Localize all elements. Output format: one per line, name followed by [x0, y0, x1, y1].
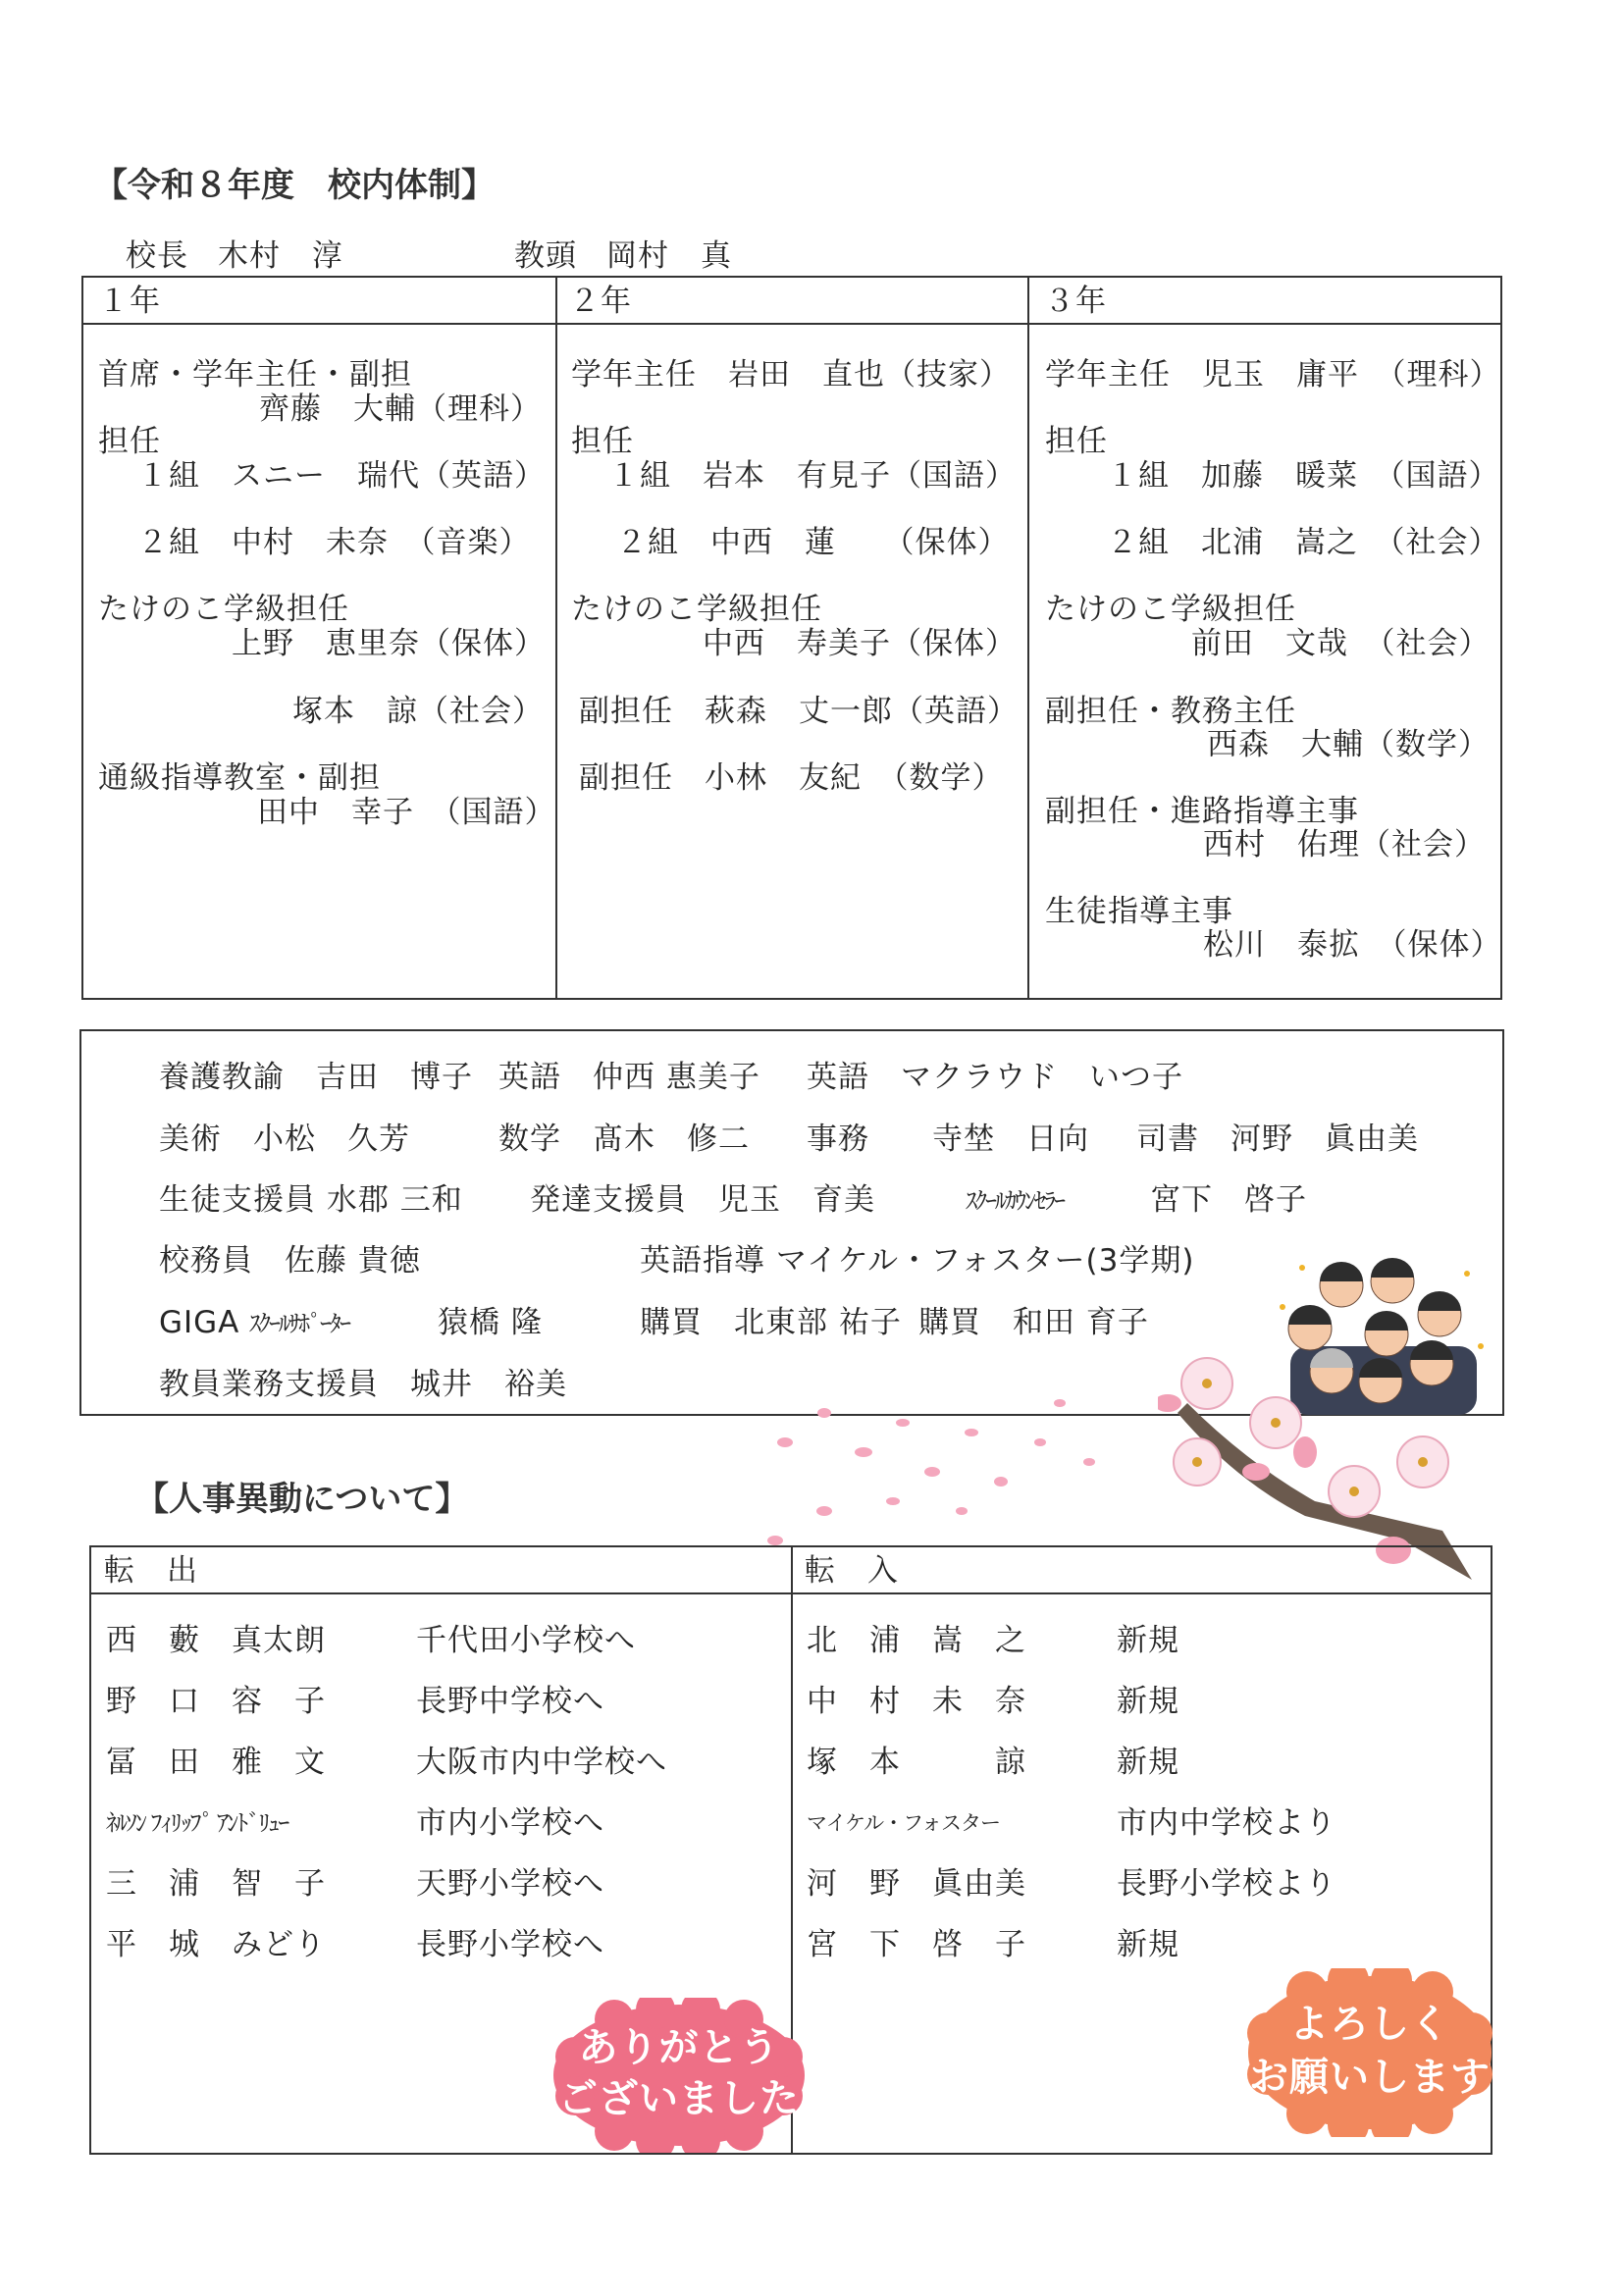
transfers-out-header: 転 出	[104, 1553, 198, 1589]
staff-entry: 教員業務支援員 城井 裕美	[159, 1367, 567, 1402]
grade-header-2: ２年	[569, 284, 632, 319]
grade3-line: 副担任・教務主任	[1045, 694, 1296, 729]
grade3-line: 副担任・進路指導主事	[1045, 794, 1359, 829]
grade1-line: 担任	[98, 424, 161, 459]
grade3-line: 前田 文哉 （社会）	[1191, 626, 1491, 661]
grade1-line: 通級指導教室・副担	[98, 760, 381, 796]
grade3-line: 学年主任 児玉 庸平 （理科）	[1045, 357, 1501, 392]
transfer-out-name: 冨 田 雅 文	[106, 1745, 326, 1780]
grade3-line: 松川 泰拡 （保体）	[1203, 927, 1502, 963]
grade1-line: 上野 恵里奈（保体）	[232, 626, 546, 661]
cherry-blossom-branch-illustration	[1158, 1344, 1482, 1580]
staff-entry: 事務 寺埜 日向	[807, 1122, 1089, 1157]
staff-entry: 養護教諭 吉田 博子	[159, 1060, 473, 1095]
transfer-out-name: 平 城 みどり	[106, 1927, 326, 1962]
vice-principal-role: 教頭	[514, 238, 577, 274]
staff-entry: 英語 仲西 惠美子	[498, 1060, 760, 1095]
vice-principal-name: 岡村 真	[606, 238, 732, 274]
staff-entry: GIGA	[159, 1305, 240, 1340]
grade1-line: 首席・学年主任・副担	[98, 357, 412, 392]
grade-header-1: １年	[98, 284, 161, 319]
grade2-line: 学年主任 岩田 直也（技家）	[571, 357, 1011, 392]
falling-petals-decoration	[765, 1383, 1158, 1560]
transfer-out-destination: 天野小学校へ	[416, 1866, 604, 1902]
staff-entry: ｽｸｰﾙｻﾎﾟｰﾀｰ	[249, 1310, 349, 1337]
staff-entry: 数学 髙木 修二	[498, 1122, 750, 1157]
grade-header-3: ３年	[1044, 284, 1107, 319]
staff-entry: 英語 マクラウド いつ子	[807, 1060, 1183, 1095]
grade3-line: 生徒指導主事	[1045, 894, 1233, 929]
transfer-in-origin: 新規	[1117, 1927, 1179, 1962]
transfer-in-name: 塚 本 諒	[807, 1745, 1026, 1780]
transfer-in-name: 宮 下 啓 子	[807, 1927, 1026, 1962]
staff-entry: 校務員 佐藤 貴徳	[159, 1243, 421, 1278]
principal-role: 校長	[126, 238, 188, 274]
grade-table-divider-1	[555, 276, 557, 1000]
staff-entry: 猿橋 隆	[438, 1305, 543, 1340]
transfer-out-destination: 市内小学校へ	[416, 1805, 604, 1841]
grade2-line: たけのこ学級担任	[571, 592, 822, 627]
welcome-badge-line2: お願いします	[1249, 2055, 1491, 2100]
welcome-badge-line1: よろしく	[1289, 2002, 1450, 2047]
grade3-line: １組 加藤 暖菜 （国語）	[1107, 458, 1500, 494]
transfer-out-destination: 大阪市内中学校へ	[416, 1745, 667, 1780]
transfer-out-name: 野 口 容 子	[106, 1684, 326, 1719]
grade3-line: 西森 大輔（数学）	[1207, 727, 1490, 762]
grade2-line: 副担任 萩森 丈一郎（英語）	[579, 694, 1019, 729]
grade2-line: 中西 寿美子（保体）	[703, 626, 1017, 661]
transfer-out-name: 西 藪 真太朗	[106, 1623, 326, 1658]
transfer-out-name: 三 浦 智 子	[106, 1866, 326, 1902]
grade1-line: ２組 中村 未奈 （音楽）	[137, 525, 531, 560]
transfers-title: 【人事異動について】	[135, 1480, 469, 1519]
transfer-out-destination: 千代田小学校へ	[416, 1623, 636, 1658]
transfer-in-origin: 市内中学校より	[1117, 1805, 1336, 1841]
staff-entry: 英語指導 マイケル・フォスター(3学期)	[640, 1243, 1195, 1278]
grade2-line: １組 岩本 有見子（国語）	[608, 458, 1017, 494]
transfer-in-name: 河 野 眞由美	[807, 1866, 1026, 1902]
staff-entry: 生徒支援員 水郡 三和	[159, 1182, 463, 1218]
grade-table-header-divider	[81, 323, 1502, 325]
transfer-in-origin: 新規	[1117, 1684, 1179, 1719]
grade3-line: 西村 佑理（社会）	[1203, 827, 1486, 862]
thanks-badge	[546, 1998, 812, 2153]
transfer-in-name: 中 村 未 奈	[807, 1684, 1026, 1719]
grade2-line: 副担任 小林 友紀 （数学）	[579, 760, 1004, 796]
grade2-line: ２組 中西 蓮 （保体）	[616, 525, 1010, 560]
section-title: 【令和８年度 校内体制】	[94, 166, 495, 205]
transfer-out-destination: 長野小学校へ	[416, 1927, 604, 1962]
staff-entry: 司書 河野 眞由美	[1136, 1122, 1419, 1157]
transfer-in-origin: 長野小学校より	[1117, 1866, 1336, 1902]
thanks-badge-line2: ございました	[558, 2076, 800, 2121]
staff-entry: 発達支援員 児玉 育美	[530, 1182, 875, 1218]
transfers-in-header: 転 入	[805, 1553, 899, 1589]
staff-entry: 購買 北東部 祐子	[640, 1305, 902, 1340]
transfer-in-name: マイケル・フォスター	[807, 1811, 1001, 1835]
grade1-line: 田中 幸子 （国語）	[257, 795, 556, 830]
staff-entry: 宮下 啓子	[1150, 1182, 1307, 1218]
grade1-line: 塚本 諒（社会）	[292, 694, 544, 729]
thanks-badge-scalloped-shape	[546, 1998, 812, 2153]
staff-entry: 美術 小松 久芳	[159, 1122, 410, 1157]
transfer-in-origin: 新規	[1117, 1623, 1179, 1658]
staff-entry: 購買 和田 育子	[918, 1305, 1149, 1340]
principal-name: 木村 淳	[218, 238, 343, 274]
grade1-line: 齊藤 大輔（理科）	[259, 391, 542, 427]
grade3-line: ２組 北浦 嵩之 （社会）	[1107, 525, 1500, 560]
thanks-badge-line1: ありがとう	[578, 2025, 780, 2070]
transfer-in-origin: 新規	[1117, 1745, 1179, 1780]
welcome-badge	[1240, 1968, 1499, 2137]
transfer-out-name: ﾈﾙｿﾝ ﾌｨﾘｯﾌﾟ ｱﾝﾄﾞﾘｭｰ	[106, 1809, 288, 1837]
grade3-line: 担任	[1045, 424, 1108, 459]
grade1-line: １組 スニー 瑞代（英語）	[137, 458, 546, 494]
grade-table-divider-2	[1027, 276, 1029, 1000]
grade2-line: 担任	[571, 424, 634, 459]
transfer-out-destination: 長野中学校へ	[416, 1684, 604, 1719]
welcome-badge-scalloped-shape	[1240, 1968, 1499, 2137]
grade3-line: たけのこ学級担任	[1045, 592, 1296, 627]
grade1-line: たけのこ学級担任	[98, 592, 349, 627]
staff-entry: ｽｸｰﾙｶｳﾝｾﾗｰ	[966, 1187, 1064, 1215]
transfer-in-name: 北 浦 嵩 之	[807, 1623, 1026, 1658]
